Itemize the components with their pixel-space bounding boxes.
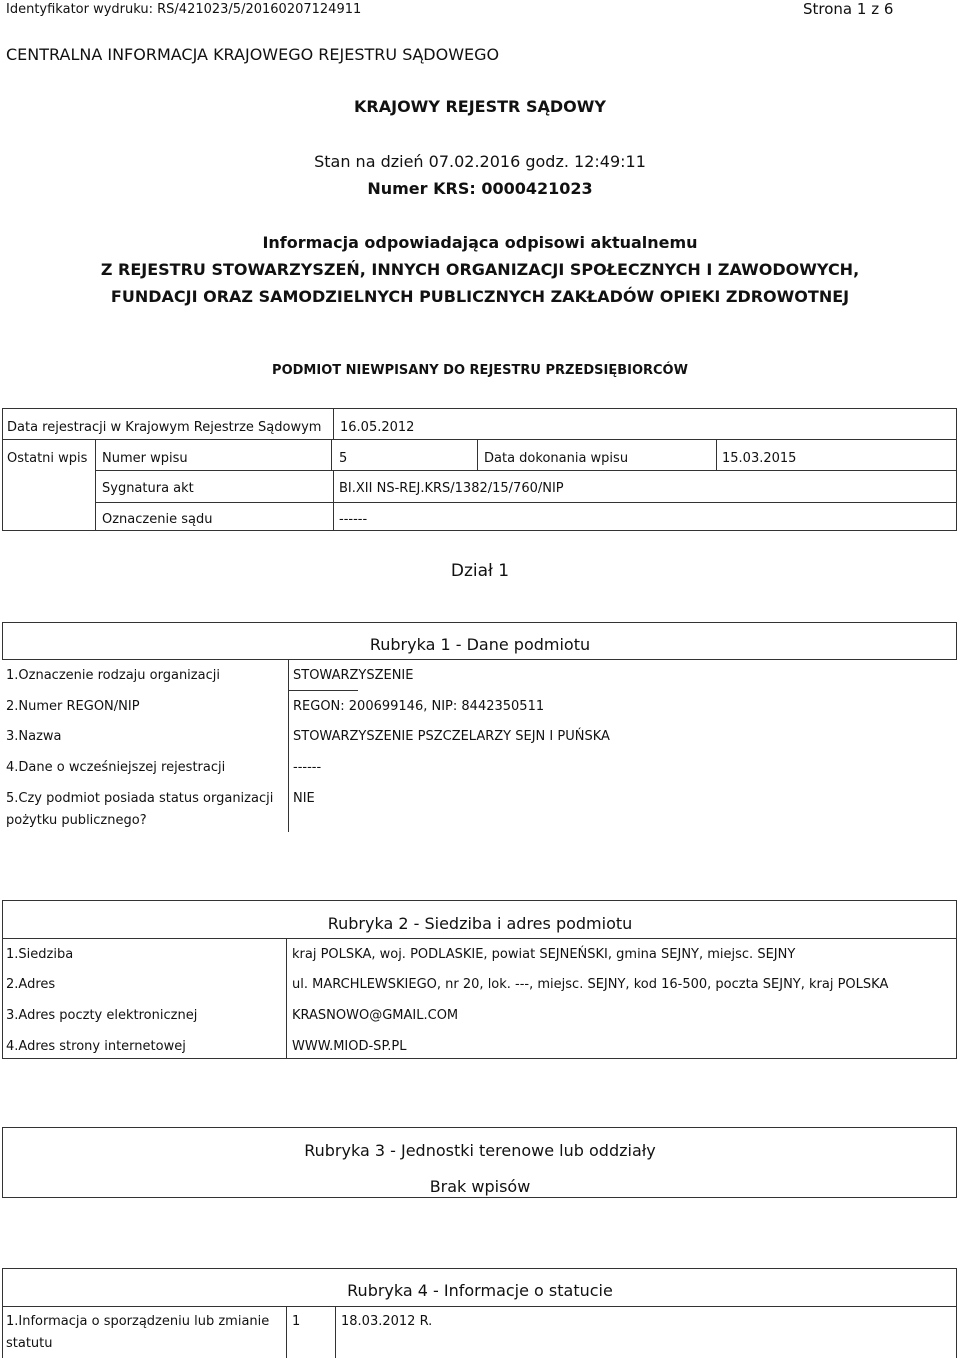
field-label-continued: statutu <box>6 1336 53 1351</box>
last-entry-label: Ostatni wpis <box>7 451 88 466</box>
info-heading: Informacja odpowiadająca odpisowi aktualnemu <box>262 233 698 252</box>
field-label: 1.Siedziba <box>6 947 74 962</box>
statute-entry-number: 1 <box>292 1314 301 1329</box>
organization-name: STOWARZYSZENIE PSZCZELARZY SEJN I PUŃSKA <box>293 729 610 744</box>
field-label: 1.Informacja o sporządzeniu lub zmianie <box>6 1314 270 1329</box>
case-signature-label: Sygnatura akt <box>102 481 194 496</box>
case-signature: BI.XII NS-REJ.KRS/1382/15/760/NIP <box>339 481 564 496</box>
state-date: Stan na dzień 07.02.2016 godz. 12:49:11 <box>314 152 646 171</box>
address: ul. MARCHLEWSKIEGO, nr 20, lok. ---, miejsc. SEJNY, kod 16-500, poczta SEJNY, kraj POLSKA <box>292 977 889 992</box>
field-label: 2.Adres <box>6 977 56 992</box>
entry-date: 15.03.2015 <box>722 451 797 466</box>
field-label: 3.Adres poczty elektronicznej <box>6 1008 198 1023</box>
field-label: 4.Adres strony internetowej <box>6 1039 186 1054</box>
rubryka-1-title: Rubryka 1 - Dane podmiotu <box>369 635 591 654</box>
seat: kraj POLSKA, woj. PODLASKIE, powiat SEJNEŃSKI, gmina SEJNY, miejsc. SEJNY <box>292 947 796 962</box>
court-label: Oznaczenie sądu <box>102 512 213 527</box>
page-number: Strona 1 z 6 <box>803 0 894 18</box>
registration-date-label: Data rejestracji w Krajowym Rejestrze Sądowym <box>7 420 322 435</box>
email-address: KRASNOWO@GMAIL.COM <box>292 1008 459 1023</box>
subject-status: PODMIOT NIEWPISANY DO REJESTRU PRZEDSIĘBIORCÓW <box>272 363 688 378</box>
registry-name-line2: FUNDACJI ORAZ SAMODZIELNYCH PUBLICZNYCH ZAKŁADÓW OPIEKI ZDROWOTNEJ <box>110 287 850 306</box>
field-label: 5.Czy podmiot posiada status organizacji <box>6 791 274 806</box>
field-label: 3.Nazwa <box>6 729 62 744</box>
previous-registration: ------ <box>293 760 322 775</box>
entry-number-label: Numer wpisu <box>102 451 188 466</box>
entry-number: 5 <box>339 451 348 466</box>
field-label-continued: pożytku publicznego? <box>6 813 147 828</box>
print-identifier: Identyfikator wydruku: RS/421023/5/20160207124911 <box>6 2 362 17</box>
field-label: 2.Numer REGON/NIP <box>6 699 140 714</box>
field-label: 1.Oznaczenie rodzaju organizacji <box>6 668 220 683</box>
court-value: ------ <box>339 512 368 527</box>
website-address: WWW.MIOD-SP.PL <box>292 1039 407 1054</box>
registration-date: 16.05.2012 <box>340 420 415 435</box>
no-entries: Brak wpisów <box>429 1177 531 1196</box>
krs-number: Numer KRS: 0000421023 <box>367 179 593 198</box>
registry-name-line1: Z REJESTRU STOWARZYSZEŃ, INNYCH ORGANIZACJI SPOŁECZNYCH I ZAWODOWYCH, <box>100 260 860 279</box>
rubryka-4-title: Rubryka 4 - Informacje o statucie <box>347 1281 613 1300</box>
organization-header: CENTRALNA INFORMACJA KRAJOWEGO REJESTRU SĄDOWEGO <box>6 45 500 64</box>
statute-date: 18.03.2012 R. <box>341 1314 433 1329</box>
section-title: Dział 1 <box>450 561 510 581</box>
entry-date-label: Data dokonania wpisu <box>484 451 629 466</box>
rubryka-2-title: Rubryka 2 - Siedziba i adres podmiotu <box>327 914 633 933</box>
field-label: 4.Dane o wcześniejszej rejestracji <box>6 760 226 775</box>
rubryka-3-title: Rubryka 3 - Jednostki terenowe lub oddziały <box>304 1141 656 1160</box>
document-title: KRAJOWY REJESTR SĄDOWY <box>354 97 606 116</box>
regon-nip: REGON: 200699146, NIP: 8442350511 <box>293 699 545 714</box>
public-benefit-status: NIE <box>293 791 315 806</box>
organization-type: STOWARZYSZENIE <box>293 668 414 683</box>
